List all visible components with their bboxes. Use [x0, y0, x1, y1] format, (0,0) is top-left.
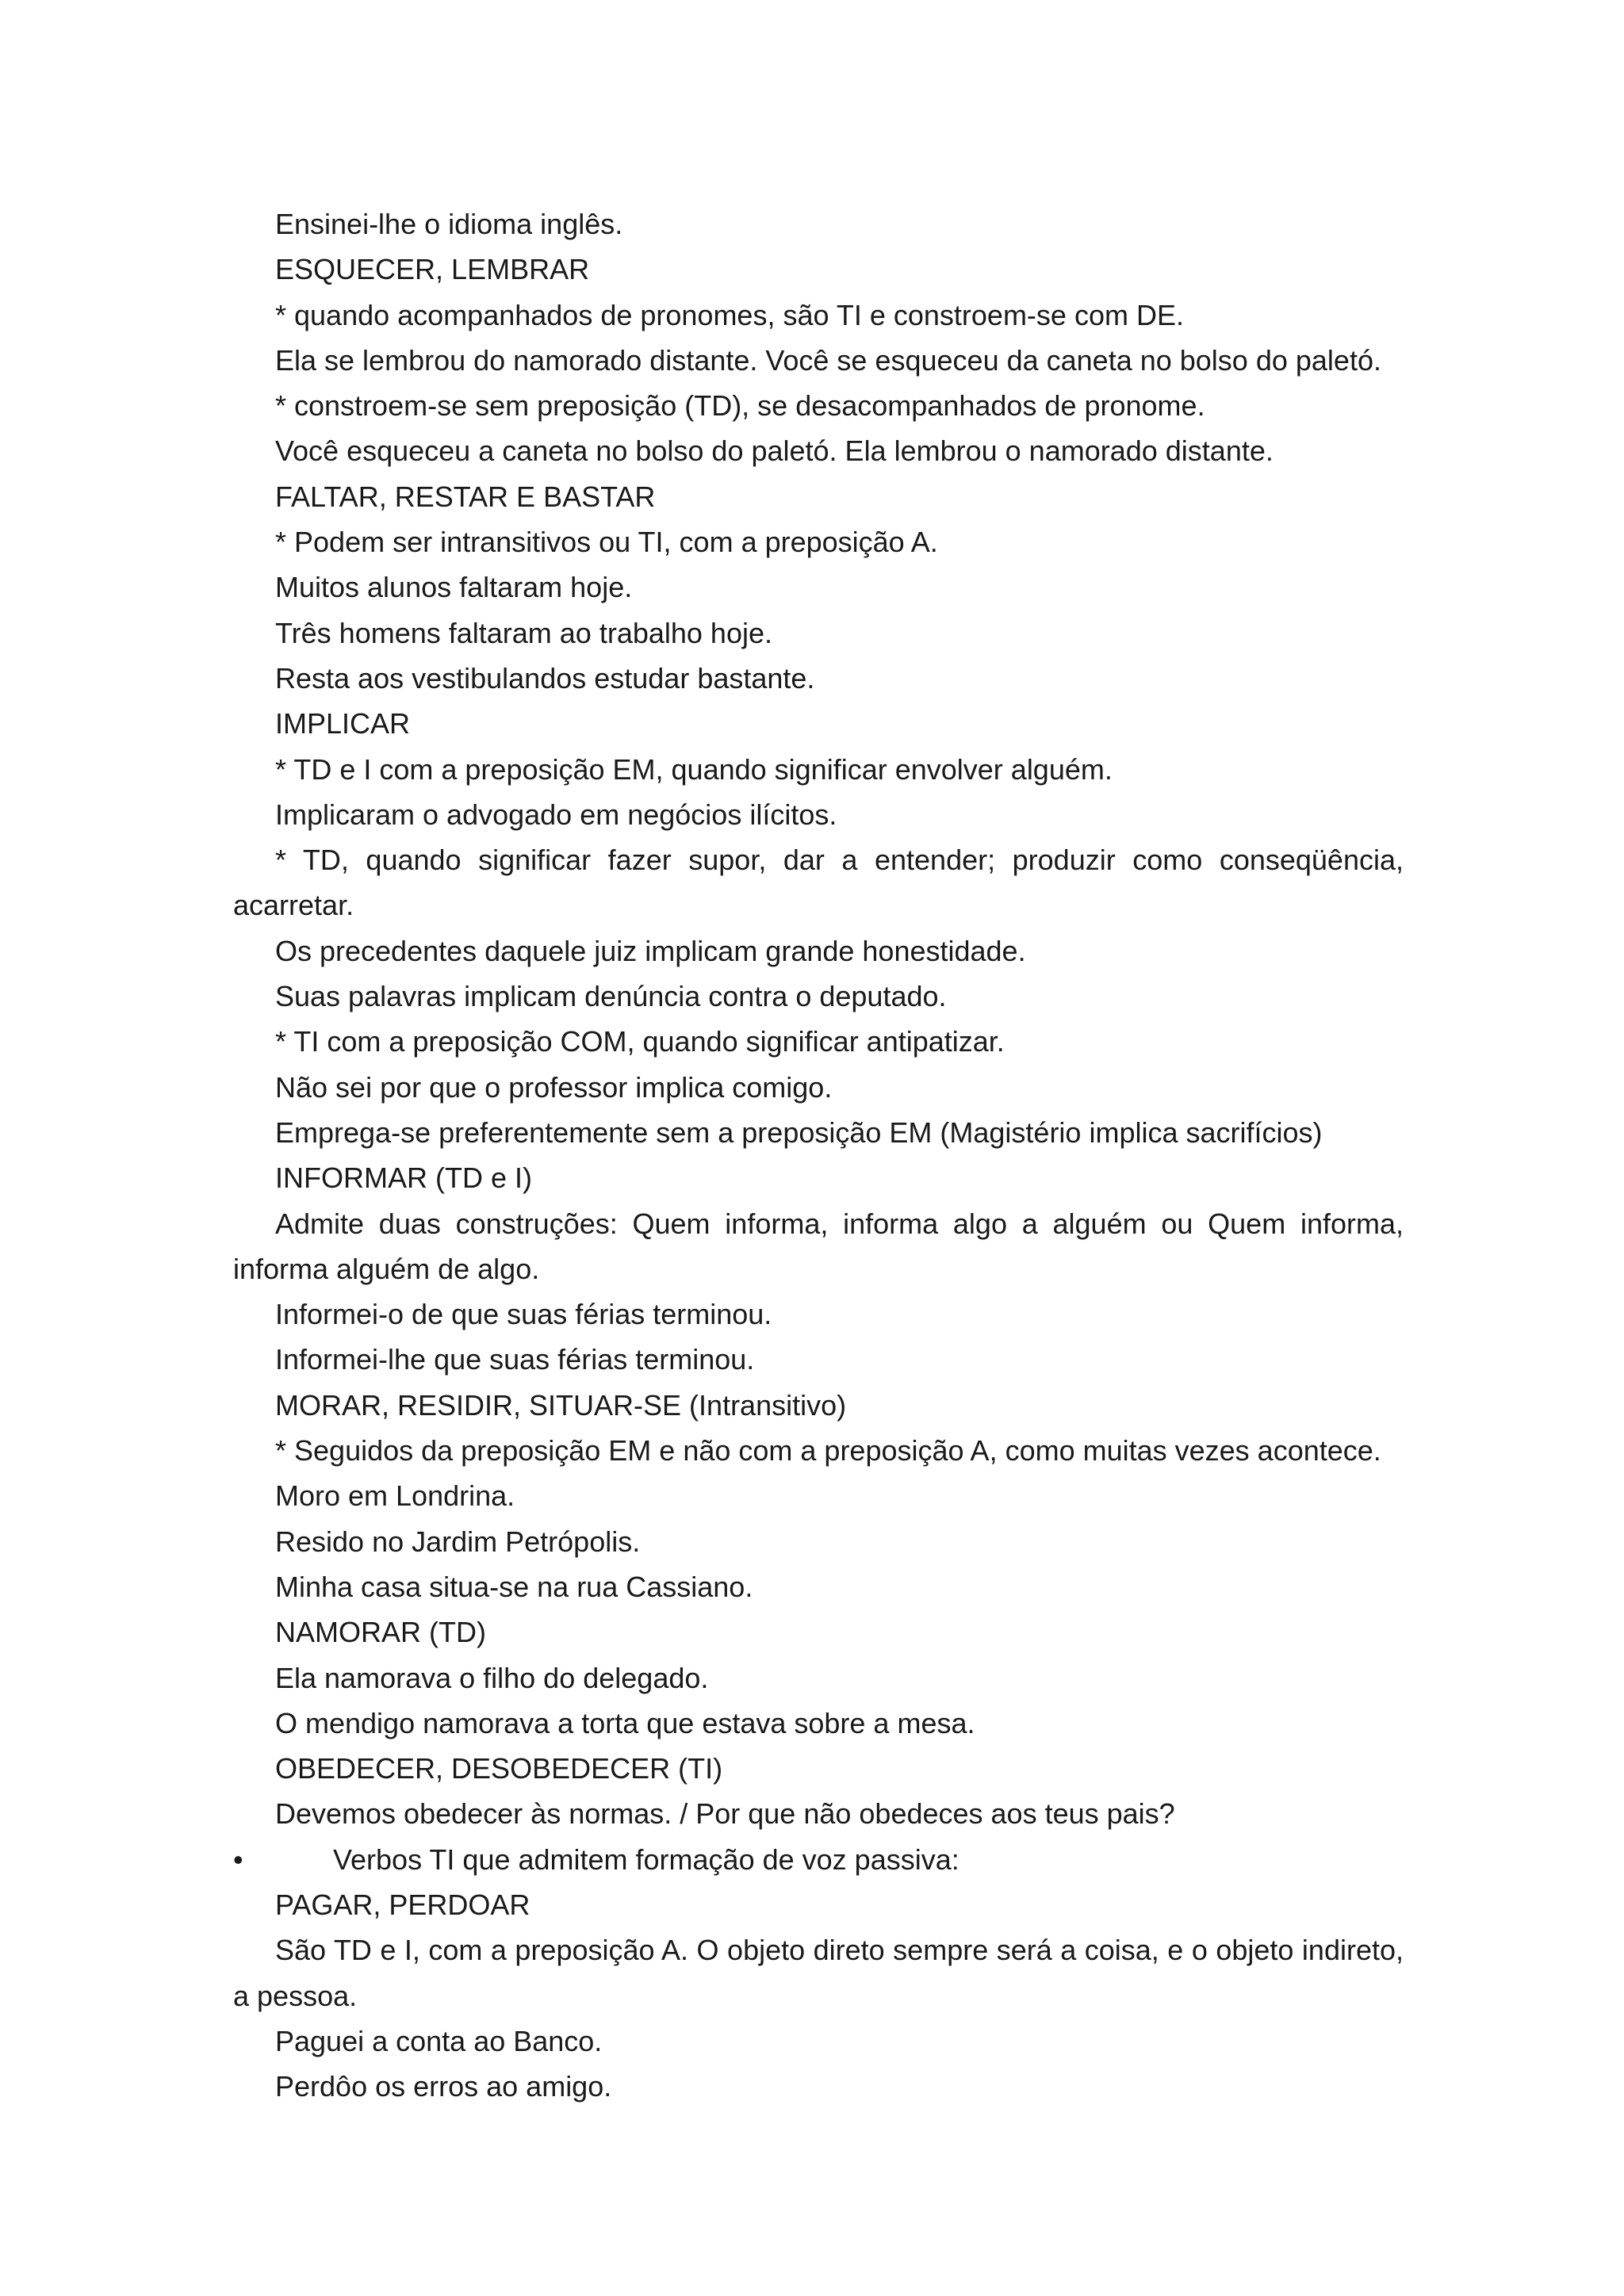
- paragraph: Devemos obedecer às normas. / Por que não obedeces aos teus pais?: [275, 1797, 1175, 1831]
- section-heading: PAGAR, PERDOAR: [275, 1888, 530, 1921]
- paragraph: Paguei a conta ao Banco.: [275, 2024, 603, 2057]
- bullet-item: [233, 1837, 1404, 1882]
- paragraph: Não sei por que o professor implica comigo.: [275, 1070, 833, 1104]
- section-heading: FALTAR, RESTAR E BASTAR: [275, 480, 656, 513]
- paragraph: Ela se lembrou do namorado distante. Você se esqueceu da caneta no bolso do paletó.: [275, 343, 1381, 377]
- paragraph: Muitos alunos faltaram hoje.: [275, 571, 633, 604]
- paragraph: Suas palavras implicam denúncia contra o deputado.: [275, 980, 947, 1013]
- section-heading: IMPLICAR: [275, 707, 411, 740]
- paragraph: * constroem-se sem preposição (TD), se desacompanhados de pronome.: [275, 389, 1205, 423]
- paragraph: * Podem ser intransitivos ou TI, com a preposição A.: [275, 526, 938, 559]
- paragraph: * quando acompanhados de pronomes, são TI e constroem-se com DE.: [275, 298, 1184, 331]
- paragraph: Informei-o de que suas férias terminou.: [275, 1298, 772, 1331]
- paragraph: Resta aos vestibulandos estudar bastante.: [275, 661, 815, 695]
- paragraph: Você esqueceu a caneta no bolso do paletó. Ela lembrou o namorado distante.: [275, 434, 1274, 468]
- paragraph: Emprega-se preferentemente sem a preposição EM (Magistério implica sacrifícios): [275, 1115, 1323, 1149]
- section-heading: OBEDECER, DESOBEDECER (TI): [275, 1752, 723, 1785]
- paragraph: Admite duas construções: Quem informa, informa algo a alguém ou Quem informa, informa alguém de algo.: [233, 1207, 1404, 1285]
- paragraph: Resido no Jardim Petrópolis.: [275, 1525, 641, 1558]
- bullet-icon: •: [233, 1843, 243, 1876]
- paragraph: * TI com a preposição COM, quando significar antipatizar.: [275, 1025, 1005, 1058]
- section-heading: MORAR, RESIDIR, SITUAR-SE (Intransitivo): [275, 1388, 847, 1422]
- paragraph: * TD, quando significar fazer supor, dar a entender; produzir como conseqüência, acarretar.: [233, 844, 1404, 922]
- paragraph: São TD e I, com a preposição A. O objeto direto sempre será a coisa, e o objeto indireto, a pessoa.: [233, 1934, 1404, 2012]
- paragraph: Implicaram o advogado em negócios ilícitos.: [275, 798, 837, 831]
- paragraph: Perdôo os erros ao amigo.: [275, 2070, 612, 2103]
- paragraph: Ela namorava o filho do delegado.: [275, 1661, 709, 1694]
- section-heading: ESQUECER, LEMBRAR: [275, 253, 590, 286]
- paragraph: Ensinei-lhe o idioma inglês.: [275, 208, 623, 240]
- paragraph: Informei-lhe que suas férias terminou.: [275, 1343, 755, 1376]
- paragraph: * Seguidos da preposição EM e não com a preposição A, como muitas vezes acontece.: [275, 1434, 1381, 1468]
- paragraph: Minha casa situa-se na rua Cassiano.: [275, 1570, 753, 1603]
- paragraph: Os precedentes daquele juiz implicam grande honestidade.: [275, 934, 1026, 967]
- bullet-text: Verbos TI que admitem formação de voz passiva:: [333, 1843, 959, 1876]
- section-heading: INFORMAR (TD e I): [275, 1161, 532, 1195]
- paragraph: Três homens faltaram ao trabalho hoje.: [275, 616, 772, 649]
- section-heading: NAMORAR (TD): [275, 1616, 486, 1649]
- paragraph: Moro em Londrina.: [275, 1479, 515, 1513]
- document-body: [233, 201, 1404, 2109]
- paragraph: O mendigo namorava a torta que estava sobre a mesa.: [275, 1706, 975, 1739]
- paragraph: * TD e I com a preposição EM, quando significar envolver alguém.: [275, 752, 1113, 786]
